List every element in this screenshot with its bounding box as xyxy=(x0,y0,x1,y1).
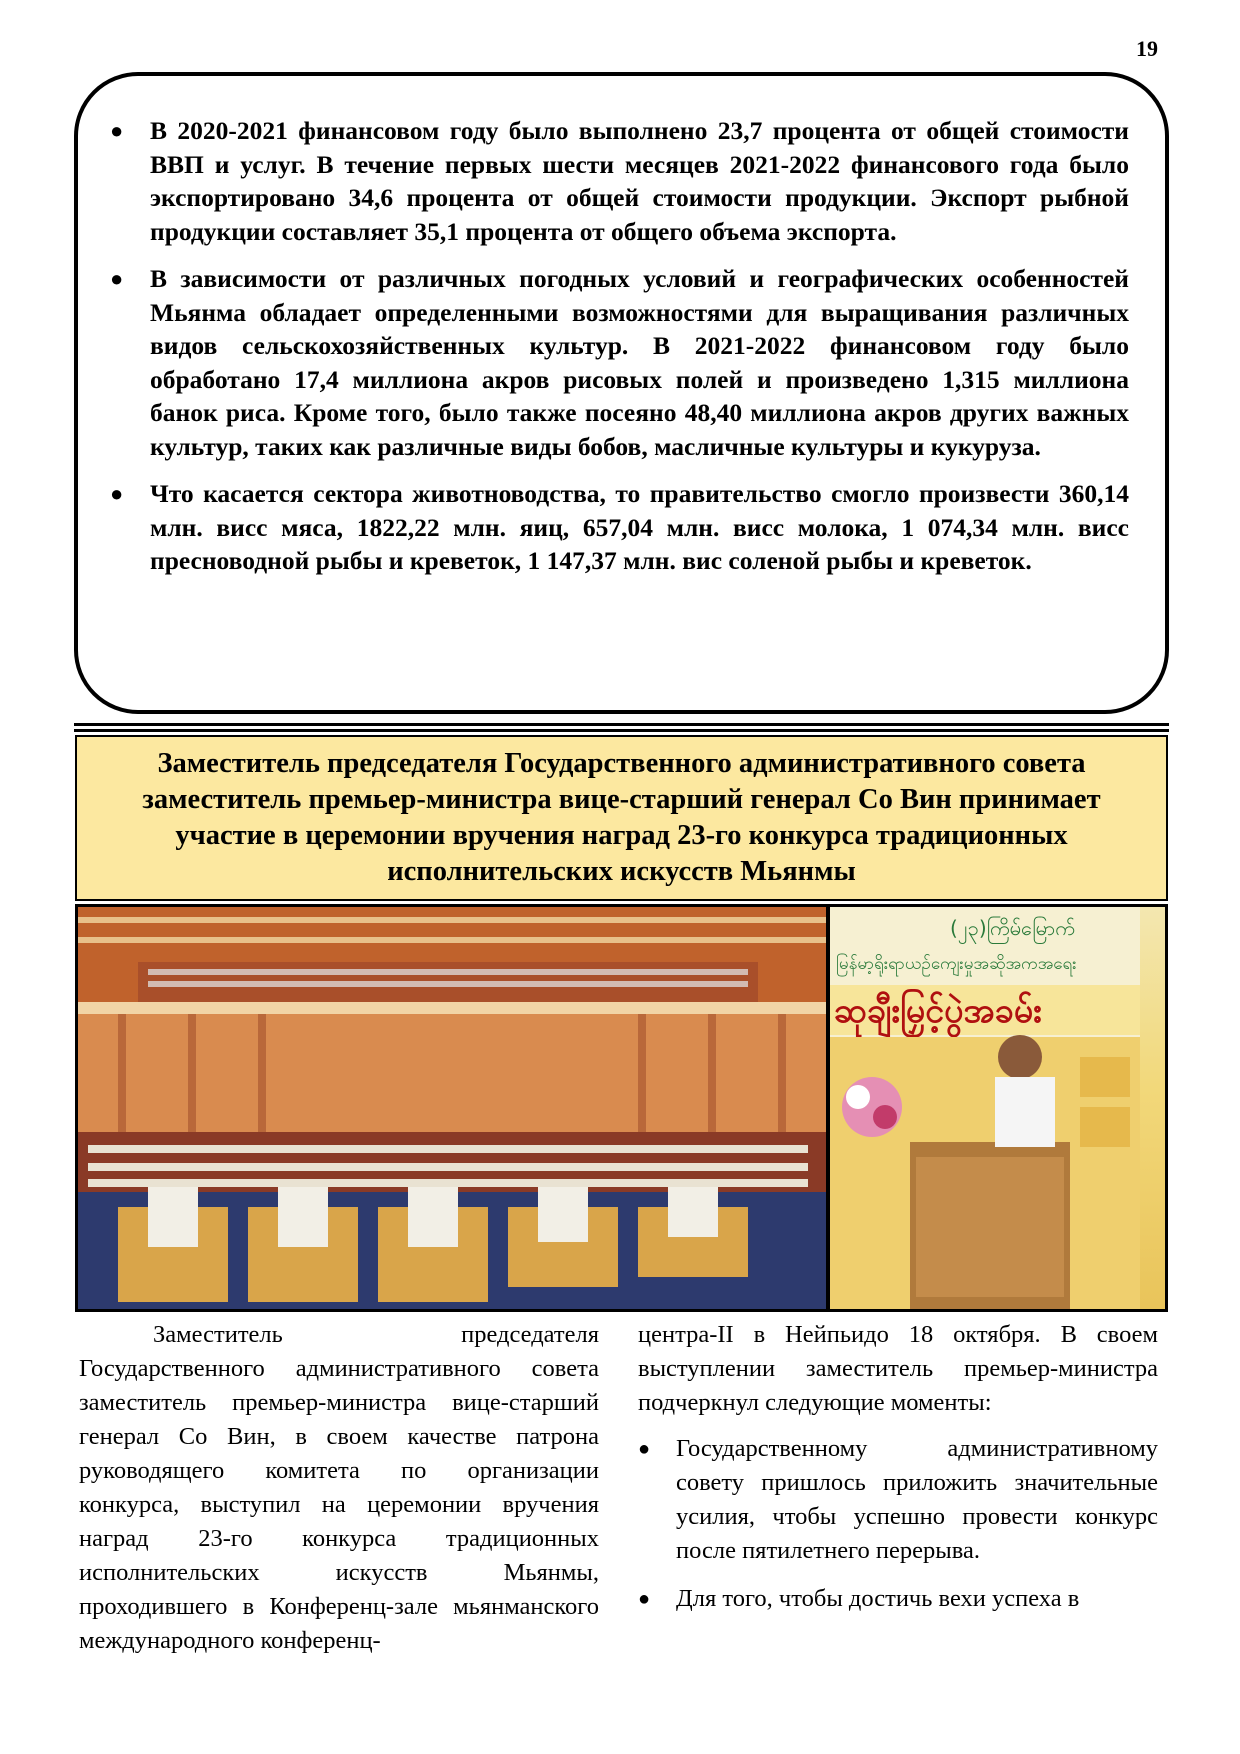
article-paragraph: Заместитель председателя Государственного административного совета заместитель премьер-министра вице-старший генерал Со Вин, в своем качестве патрона руководящего комитета по организации конкурса, выступил на церемонии вручения наград 23-го конкурса традиционных исполнительских искусств Мьянмы, проходившего в Конференц-зале мьянманского международного конференц- xyxy=(79,1321,599,1654)
summary-bullet-item xyxy=(110,477,1129,578)
bullet-icon: ● xyxy=(110,118,124,143)
article-left-column xyxy=(79,1318,599,1658)
summary-bullet-text: В зависимости от различных погодных условий и географических особенностей Мьянма обладает определенными возможностями для выращивания различных видов сельскохозяйственных культур. В 2021-2022 финансовом году было обработано 17,4 миллиона акров рисовых полей и произведено 1,315 миллиона банок риса. Кроме того, было также посеяно 48,40 миллиона акров других важных культур, таких как различные виды бобов, масличные культуры и кукуруза. xyxy=(150,264,1129,461)
conference-hall-photo xyxy=(78,907,826,1309)
article-bullet-item xyxy=(638,1582,1158,1616)
summary-bullet-list xyxy=(110,114,1129,578)
bullet-icon: ● xyxy=(110,266,124,291)
article-headline: Заместитель председателя Государственного административного совета заместитель премьер-министра вице-старший генерал Со Вин принимает участие в церемонии вручения наград 23-го конкурса традиционных исполнительских искусств Мьянмы xyxy=(75,735,1168,901)
summary-bullet-item xyxy=(110,262,1129,463)
photo-banner-line-3: ဆုချီးမြှင့်ပွဲအခမ်း xyxy=(834,991,1042,1031)
page-number: 19 xyxy=(1136,36,1158,61)
summary-bullet-text: Что касается сектора животноводства, то правительство смогло произвести 360,14 млн. висс мяса, 1822,22 млн. яиц, 657,04 млн. висс молока, 1 074,34 млн. висс пресноводной рыбы и креветок, 1 147,37 млн. вис соленой рыбы и креветок. xyxy=(150,479,1129,575)
photo-banner-line-1: (၂၃)ကြိမ်မြောက် xyxy=(950,916,1075,940)
bullet-icon: ● xyxy=(638,1438,651,1460)
article-right-column xyxy=(638,1318,1158,1630)
conference-hall-illustration xyxy=(78,907,826,1309)
article-bullet-text: Государственному административному совету пришлось приложить значительные усилия, чтобы успешно провести конкурс после пятилетнего перерыва. xyxy=(676,1435,1158,1564)
section-divider xyxy=(74,723,1169,726)
summary-bullet-text: В 2020-2021 финансовом году было выполнено 23,7 процента от общей стоимости ВВП и услуг. В течение первых шести месяцев 2021-2022 финансового года было экспортировано 34,6 процента от общей стоимости продукции. Экспорт рыбной продукции составляет 35,1 процента от общего объема экспорта. xyxy=(150,116,1129,246)
article-bullet-item xyxy=(638,1432,1158,1568)
article-paragraph: центра-II в Нейпьидо 18 октября. В своем выступлении заместитель премьер-министра подчеркнул следующие моменты: xyxy=(638,1321,1158,1416)
article-bullet-list xyxy=(638,1432,1158,1616)
speaker-podium-photo xyxy=(830,907,1165,1309)
summary-bullet-item xyxy=(110,114,1129,248)
article-bullet-text: Для того, чтобы достичь вехи успеха в xyxy=(676,1585,1080,1612)
bullet-icon: ● xyxy=(110,481,124,506)
bullet-icon: ● xyxy=(638,1588,651,1610)
article-photos xyxy=(75,904,1168,1312)
summary-box xyxy=(74,72,1169,714)
section-divider xyxy=(74,729,1169,732)
speaker-illustration xyxy=(830,907,1140,1309)
photo-banner-line-2: မြန်မာ့ရိုးရာယဉ်ကျေးမှုအဆိုအကအရေး xyxy=(836,954,1077,974)
